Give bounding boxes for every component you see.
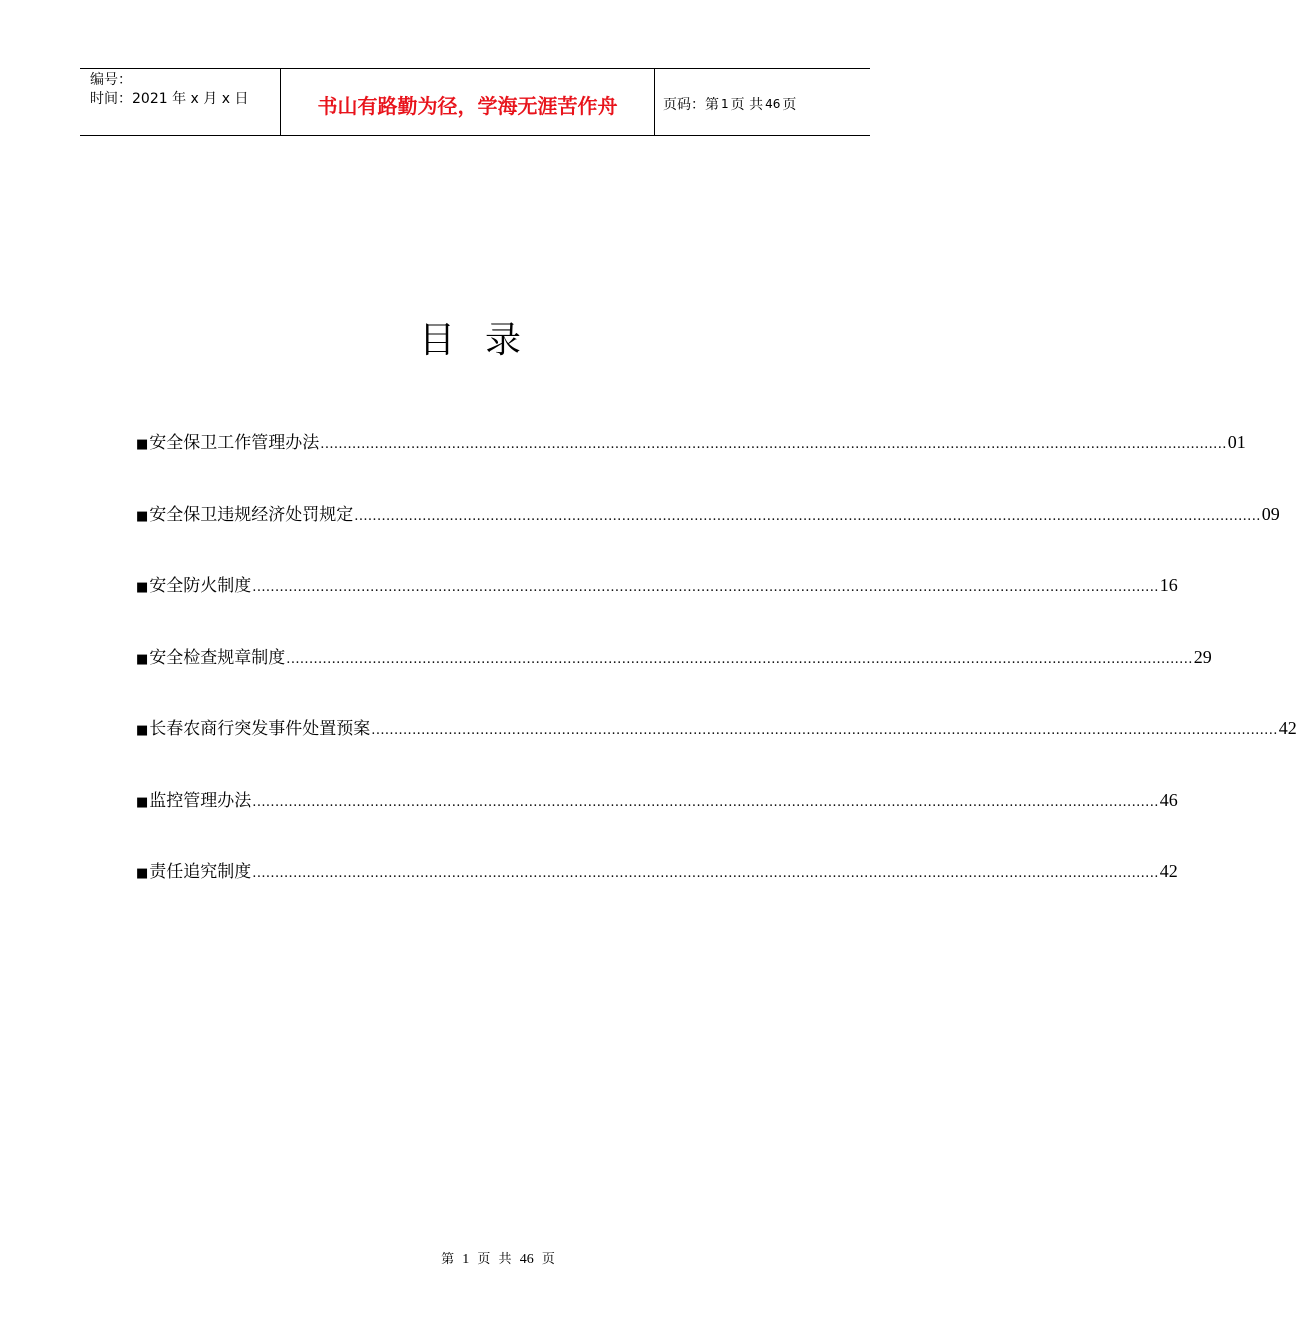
document-number-label: 编号： [90, 72, 132, 88]
toc-item-label: 监控管理办法 [149, 790, 252, 811]
square-bullet-icon: ■ [136, 508, 149, 524]
toc-item[interactable] [136, 786, 1178, 858]
document-header [80, 68, 870, 136]
dot-leader: ........................................................................................................................................................................................................ [371, 723, 1278, 738]
toc-item-label: 安全保卫违规经济处罚规定 [149, 504, 354, 525]
footer-page-total: 46 [519, 1252, 534, 1267]
header-page-mid: 页 共 [730, 97, 764, 113]
dot-leader: ........................................................................................................................................................................................................ [252, 794, 1159, 810]
dot-leader: ........................................................................................................................................................................................................ [354, 508, 1261, 524]
toc-item-label: 安全防火制度 [149, 576, 252, 596]
toc-item-label: 长春农商行突发事件处置预案 [149, 719, 371, 739]
toc-item-page: 42 [1278, 718, 1297, 738]
square-bullet-icon: ■ [136, 794, 149, 810]
toc-item-page: 46 [1159, 789, 1178, 810]
toc-item-label: 安全检查规章制度 [149, 647, 286, 668]
header-page-total: 46 [765, 97, 781, 111]
square-bullet-icon: ■ [136, 651, 149, 667]
dot-leader: ........................................................................................................................................................................................................ [252, 866, 1159, 881]
toc-item-label: 安全保卫工作管理办法 [149, 433, 320, 453]
dot-leader: ........................................................................................................................................................................................................ [320, 437, 1227, 452]
header-page-cell [655, 69, 870, 135]
dot-leader: ........................................................................................................................................................................................................ [252, 580, 1159, 595]
toc-item-page: 16 [1159, 575, 1178, 595]
header-motto: 书山有路勤为径，学海无涯苦作舟 [317, 93, 618, 118]
page-footer [0, 1248, 950, 1268]
header-motto-cell [281, 69, 655, 135]
table-of-contents [136, 428, 1297, 929]
toc-item-page: 01 [1227, 432, 1246, 452]
square-bullet-icon: ■ [136, 437, 149, 452]
header-meta-cell [80, 69, 281, 135]
toc-item[interactable] [136, 428, 1246, 500]
toc-item[interactable] [136, 500, 1280, 572]
square-bullet-icon: ■ [136, 723, 149, 738]
document-time-label: 时间：2021 年 x 月 x 日 [90, 91, 249, 107]
dot-leader: ........................................................................................................................................................................................................ [286, 651, 1193, 667]
toc-item-label: 责任追究制度 [149, 862, 252, 882]
header-page-current: 1 [721, 97, 729, 111]
toc-item[interactable] [136, 714, 1297, 786]
square-bullet-icon: ■ [136, 866, 149, 881]
footer-suffix: 页 [541, 1252, 555, 1267]
page-title: 目录 [418, 320, 551, 361]
footer-mid: 页 共 [477, 1252, 512, 1267]
toc-item-page: 42 [1159, 861, 1178, 881]
footer-page-current: 1 [462, 1252, 470, 1267]
toc-item[interactable] [136, 571, 1178, 643]
toc-item[interactable] [136, 857, 1178, 929]
header-page-prefix: 页码：第 [663, 97, 719, 113]
toc-item-page: 09 [1261, 503, 1280, 524]
footer-prefix: 第 [441, 1252, 455, 1267]
square-bullet-icon: ■ [136, 580, 149, 595]
toc-item-page: 29 [1193, 646, 1212, 667]
toc-item[interactable] [136, 643, 1212, 715]
header-page-suffix: 页 [782, 97, 797, 113]
